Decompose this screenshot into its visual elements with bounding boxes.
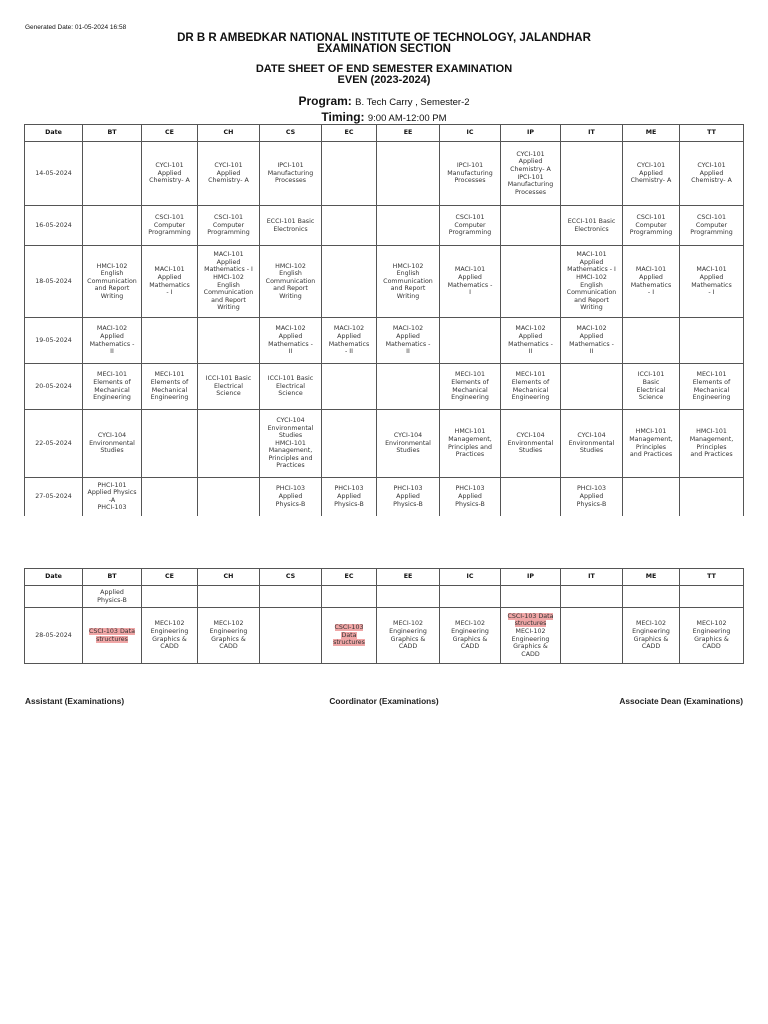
timing-label: Timing:: [321, 110, 365, 124]
institute-name: DR B R AMBEDKAR NATIONAL INSTITUTE OF TECHNOLOGY, JALANDHAR: [177, 32, 591, 44]
exam-cell-ce: [142, 206, 198, 246]
course-text: CYCI-101 Applied Chemistry- A: [630, 162, 672, 185]
exam-cell-ce: [142, 364, 198, 410]
course-text: IPCI-101 Manufacturing Processes: [267, 162, 314, 185]
generated-date: Generated Date: 01-05-2024 16:58: [25, 24, 127, 31]
exam-cell-ec: [322, 478, 377, 516]
course-text: CSCI-101 Computer Programming: [207, 214, 250, 237]
column-header-date: Date: [25, 125, 83, 142]
exam-cell-ip: [501, 478, 561, 516]
course-text: ECCI-101 Basic Electronics: [266, 217, 315, 233]
table-row: [25, 410, 744, 478]
exam-cell-cs: [260, 142, 322, 206]
exam-date-cell: [25, 364, 83, 410]
course-text: HMCI-101 Management, Principles and Practices: [689, 428, 734, 459]
course-text: HMCI-101 Management, Principles and Practices: [629, 428, 673, 459]
exam-date-cell: [25, 608, 83, 664]
course-text: CYCI-101 Applied Chemistry- A: [691, 162, 732, 185]
course-text: MACI-101 Applied Mathematics - I HMCI-102 English Communication and Report Writing: [566, 251, 617, 312]
exam-cell-tt: [680, 142, 744, 206]
exam-date: 19-05-2024: [35, 336, 72, 344]
exam-cell-ee: [377, 478, 440, 516]
table-row: [25, 206, 744, 246]
exam-date-cell: [25, 246, 83, 318]
assistant-signature: Assistant (Examinations): [25, 696, 125, 706]
exam-cell-it: [561, 142, 623, 206]
exam-cell-ec: [322, 206, 377, 246]
exam-cell-ch: [198, 410, 260, 478]
course-text: HMCI-102 English Communication and Report Writing: [265, 262, 316, 300]
course-text: MACI-101 Applied Mathematics - I: [149, 266, 190, 297]
exam-cell-ic: [440, 586, 501, 608]
exam-cell-me: [623, 410, 680, 478]
exam-cell-ec: [322, 364, 377, 410]
exam-cell-ce: [142, 246, 198, 318]
exam-cell-ce: [142, 410, 198, 478]
table-row: [25, 608, 744, 664]
exam-cell-ic: [440, 364, 501, 410]
exam-cell-it: [561, 586, 623, 608]
course-text: CYCI-104 Environmental Studies: [507, 432, 554, 455]
exam-cell-it: [561, 206, 623, 246]
exam-cell-ch: [198, 206, 260, 246]
column-header-ec: EC: [322, 569, 377, 586]
exam-cell-ic: [440, 246, 501, 318]
exam-cell-ee: [377, 142, 440, 206]
exam-date: 22-05-2024: [35, 439, 72, 447]
course-text: CSCI-101 Computer Programming: [629, 214, 673, 237]
course-text: PHCI-103 Applied Physics-B: [334, 485, 364, 508]
exam-date-cell: [25, 586, 83, 608]
column-header-ec: EC: [322, 125, 377, 142]
course-text: CSCI-101 Computer Programming: [448, 214, 492, 237]
exam-cell-bt: [83, 410, 142, 478]
course-text: CYCI-104 Environmental Studies: [89, 432, 135, 455]
column-header-me: ME: [623, 569, 680, 586]
course-text: MECI-102 Engineering Graphics & CADD: [632, 620, 670, 651]
column-header-cs: CS: [260, 125, 322, 142]
course-text: MECI-101 Elements of Mechanical Engineering: [692, 371, 731, 402]
course-text: CYCI-101 Applied Chemistry- A: [149, 162, 190, 185]
course-text: CSCI-101 Computer Programming: [690, 214, 733, 237]
exam-date-cell: [25, 206, 83, 246]
exam-cell-ee: [377, 364, 440, 410]
course-text: MACI-101 Applied Mathematics - I HMCI-102 English Communication and Report Writing: [203, 251, 254, 312]
exam-cell-cs: [260, 318, 322, 364]
column-header-ic: IC: [440, 125, 501, 142]
exam-cell-cs: [260, 364, 322, 410]
exam-cell-it: [561, 246, 623, 318]
course-text: MECI-101 Elements of Mechanical Engineering: [150, 371, 189, 402]
exam-cell-me: [623, 206, 680, 246]
exam-cell-ch: [198, 478, 260, 516]
associate-dean-signature: Associate Dean (Examinations): [619, 696, 743, 706]
exam-cell-ip: [501, 608, 561, 664]
course-text: MACI-102 Applied Mathematics - II: [328, 325, 370, 356]
exam-cell-me: [623, 586, 680, 608]
exam-cell-tt: [680, 206, 744, 246]
exam-cell-ip: [501, 410, 561, 478]
exam-cell-ec: [322, 608, 377, 664]
exam-date-cell: [25, 318, 83, 364]
exam-cell-it: [561, 478, 623, 516]
exam-cell-bt: [83, 608, 142, 664]
course-text: MACI-101 Applied Mathematics - I: [691, 266, 732, 297]
column-header-ip: IP: [501, 125, 561, 142]
course-text: MECI-101 Elements of Mechanical Engineering: [451, 371, 489, 402]
datesheet-table-page2: [24, 568, 744, 664]
exam-cell-bt: [83, 478, 142, 516]
course-text: CYCI-101 Applied Chemistry- A: [208, 162, 249, 185]
column-header-ch: CH: [198, 569, 260, 586]
course-text: PHCI-101 Applied Physics -A PHCI-103: [87, 481, 137, 512]
exam-cell-tt: [680, 478, 744, 516]
course-text: ECCI-101 Basic Electronics: [567, 217, 616, 233]
exam-cell-ce: [142, 318, 198, 364]
exam-cell-ip: [501, 206, 561, 246]
column-header-bt: BT: [83, 125, 142, 142]
table-row: [25, 318, 744, 364]
program-line: [0, 94, 768, 110]
column-header-ch: CH: [198, 125, 260, 142]
course-text: PHCI-103 Applied Physics-B: [275, 485, 306, 508]
institute-header: [0, 33, 768, 55]
column-header-ce: CE: [142, 569, 198, 586]
exam-cell-ch: [198, 246, 260, 318]
exam-cell-ch: [198, 318, 260, 364]
datesheet-table-page1: [24, 124, 744, 516]
course-text: CYCI-104 Environmental Studies: [385, 432, 431, 455]
program-label: Program:: [298, 94, 352, 108]
exam-cell-tt: [680, 608, 744, 664]
table-row: [25, 478, 744, 516]
course-text: MECI-102 Engineering Graphics & CADD: [451, 620, 489, 651]
exam-cell-it: [561, 318, 623, 364]
exam-cell-ee: [377, 206, 440, 246]
exam-cell-ch: [198, 586, 260, 608]
exam-cell-ce: [142, 142, 198, 206]
exam-cell-ip: [501, 142, 561, 206]
course-text: MACI-102 Applied Mathematics - II: [89, 325, 135, 356]
course-text: MECI-102 Engineering Graphics & CADD: [150, 620, 189, 651]
course-text: MECI-102 Engineering Graphics & CADD: [389, 620, 427, 651]
exam-cell-me: [623, 364, 680, 410]
program-info: [0, 94, 768, 126]
exam-cell-it: [561, 410, 623, 478]
course-text: MACI-102 Applied Mathematics - II: [569, 325, 614, 356]
course-text: PHCI-103 Applied Physics-B: [455, 485, 485, 508]
program-value: B. Tech Carry , Semester-2: [355, 97, 470, 108]
exam-cell-ic: [440, 142, 501, 206]
table-row: [25, 246, 744, 318]
course-text: HMCI-102 English Communication and Report Writing: [87, 262, 137, 300]
course-text: CYCI-104 Environmental Studies: [568, 432, 615, 455]
exam-date: 18-05-2024: [35, 277, 72, 285]
course-text: ICCI-101 Basic Electrical Science: [636, 371, 666, 402]
column-header-ee: EE: [377, 569, 440, 586]
exam-cell-ee: [377, 410, 440, 478]
exam-cell-ip: [501, 364, 561, 410]
course-text: MACI-101 Applied Mathematics - I: [630, 266, 672, 297]
exam-date: 28-05-2024: [35, 631, 72, 639]
course-text: CYCI-101 Applied Chemistry- A IPCI-101 Manufacturing Processes: [507, 150, 554, 196]
coordinator-signature: Coordinator (Examinations): [329, 696, 439, 706]
exam-cell-ic: [440, 410, 501, 478]
course-text: HMCI-101 Management, Principles and Practices: [448, 428, 492, 459]
exam-cell-cs: [260, 478, 322, 516]
course-text: ICCI-101 Basic Electrical Science: [205, 375, 252, 398]
exam-cell-cs: [260, 586, 322, 608]
exam-cell-it: [561, 364, 623, 410]
exam-cell-ic: [440, 608, 501, 664]
exam-cell-bt: [83, 142, 142, 206]
exam-cell-bt: [83, 318, 142, 364]
course-text: MECI-102 Engineering Graphics & CADD: [209, 620, 248, 651]
column-header-ip: IP: [501, 569, 561, 586]
exam-date: 16-05-2024: [35, 221, 72, 229]
exam-date-cell: [25, 142, 83, 206]
course-text: CSCI-103 Data structures MECI-102 Engineering Graphics & CADD: [507, 612, 554, 658]
exam-cell-me: [623, 246, 680, 318]
exam-cell-ec: [322, 142, 377, 206]
exam-cell-me: [623, 478, 680, 516]
exam-cell-cs: [260, 206, 322, 246]
course-text: MACI-101 Applied Mathematics - I: [447, 266, 493, 297]
datesheet-title: [0, 64, 768, 86]
column-header-bt: BT: [83, 569, 142, 586]
column-header-me: ME: [623, 125, 680, 142]
table-row: [25, 364, 744, 410]
exam-cell-ch: [198, 364, 260, 410]
exam-cell-cs: [260, 410, 322, 478]
course-text: PHCI-103 Applied Physics-B: [393, 485, 423, 508]
course-text: MACI-102 Applied Mathematics - II: [268, 325, 313, 356]
exam-cell-ec: [322, 586, 377, 608]
exam-cell-ec: [322, 318, 377, 364]
section-name: EXAMINATION SECTION: [317, 43, 451, 55]
exam-cell-tt: [680, 318, 744, 364]
exam-cell-ce: [142, 608, 198, 664]
course-text: IPCI-101 Manufacturing Processes: [447, 162, 493, 185]
course-text: MECI-101 Elements of Mechanical Engineering: [93, 371, 131, 402]
exam-cell-me: [623, 142, 680, 206]
exam-cell-ec: [322, 246, 377, 318]
exam-cell-me: [623, 608, 680, 664]
exam-cell-ce: [142, 586, 198, 608]
column-header-ee: EE: [377, 125, 440, 142]
exam-date: 20-05-2024: [35, 382, 72, 390]
exam-cell-ee: [377, 318, 440, 364]
exam-cell-cs: [260, 608, 322, 664]
exam-cell-tt: [680, 586, 744, 608]
exam-cell-tt: [680, 246, 744, 318]
exam-cell-ic: [440, 206, 501, 246]
column-header-ic: IC: [440, 569, 501, 586]
table-row: [25, 586, 744, 608]
course-text: MACI-102 Applied Mathematics - II: [385, 325, 431, 356]
datesheet-title-line2: EVEN (2023-2024): [337, 74, 431, 86]
exam-cell-ip: [501, 246, 561, 318]
exam-cell-bt: [83, 364, 142, 410]
exam-cell-ce: [142, 478, 198, 516]
exam-cell-ch: [198, 608, 260, 664]
exam-date: 14-05-2024: [35, 169, 72, 177]
exam-date-cell: [25, 478, 83, 516]
column-header-date: Date: [25, 569, 83, 586]
column-header-tt: TT: [680, 569, 744, 586]
exam-date: 27-05-2024: [35, 492, 72, 500]
course-text: MECI-102 Engineering Graphics & CADD: [692, 620, 731, 651]
exam-cell-ec: [322, 410, 377, 478]
exam-cell-bt: [83, 586, 142, 608]
column-header-tt: TT: [680, 125, 744, 142]
exam-cell-ip: [501, 318, 561, 364]
course-text: CYCI-104 Environmental Studies HMCI-101 Management, Principles and Practices: [267, 416, 314, 470]
exam-cell-ee: [377, 608, 440, 664]
table-header-row: [25, 569, 744, 586]
course-text: Applied Physics-B: [97, 588, 127, 604]
timing-value: 9:00 AM-12:00 PM: [367, 113, 447, 124]
exam-cell-bt: [83, 246, 142, 318]
table-row: [25, 142, 744, 206]
exam-date-cell: [25, 410, 83, 478]
course-text: HMCI-102 English Communication and Report Writing: [383, 262, 433, 300]
exam-cell-it: [561, 608, 623, 664]
datesheet-title-line1: DATE SHEET OF END SEMESTER EXAMINATION: [255, 63, 513, 75]
column-header-it: IT: [561, 125, 623, 142]
exam-cell-ee: [377, 246, 440, 318]
course-text: MACI-102 Applied Mathematics - II: [508, 325, 553, 356]
course-text: PHCI-103 Applied Physics-B: [576, 485, 607, 508]
exam-cell-tt: [680, 364, 744, 410]
exam-cell-tt: [680, 410, 744, 478]
exam-cell-ch: [198, 142, 260, 206]
exam-cell-ic: [440, 318, 501, 364]
exam-cell-ip: [501, 586, 561, 608]
course-text: MECI-101 Elements of Mechanical Engineering: [511, 371, 550, 402]
column-header-cs: CS: [260, 569, 322, 586]
course-text: CSCI-101 Computer Programming: [148, 214, 191, 237]
column-header-ce: CE: [142, 125, 198, 142]
exam-cell-ee: [377, 586, 440, 608]
table-header-row: [25, 125, 744, 142]
course-text: CSCI-103 Data structures: [333, 624, 365, 647]
course-text: ICCI-101 Basic Electrical Science: [267, 375, 314, 398]
exam-cell-bt: [83, 206, 142, 246]
exam-cell-ic: [440, 478, 501, 516]
course-text: CSCI-103 Data structures: [89, 627, 135, 643]
column-header-it: IT: [561, 569, 623, 586]
exam-cell-cs: [260, 246, 322, 318]
exam-cell-me: [623, 318, 680, 364]
